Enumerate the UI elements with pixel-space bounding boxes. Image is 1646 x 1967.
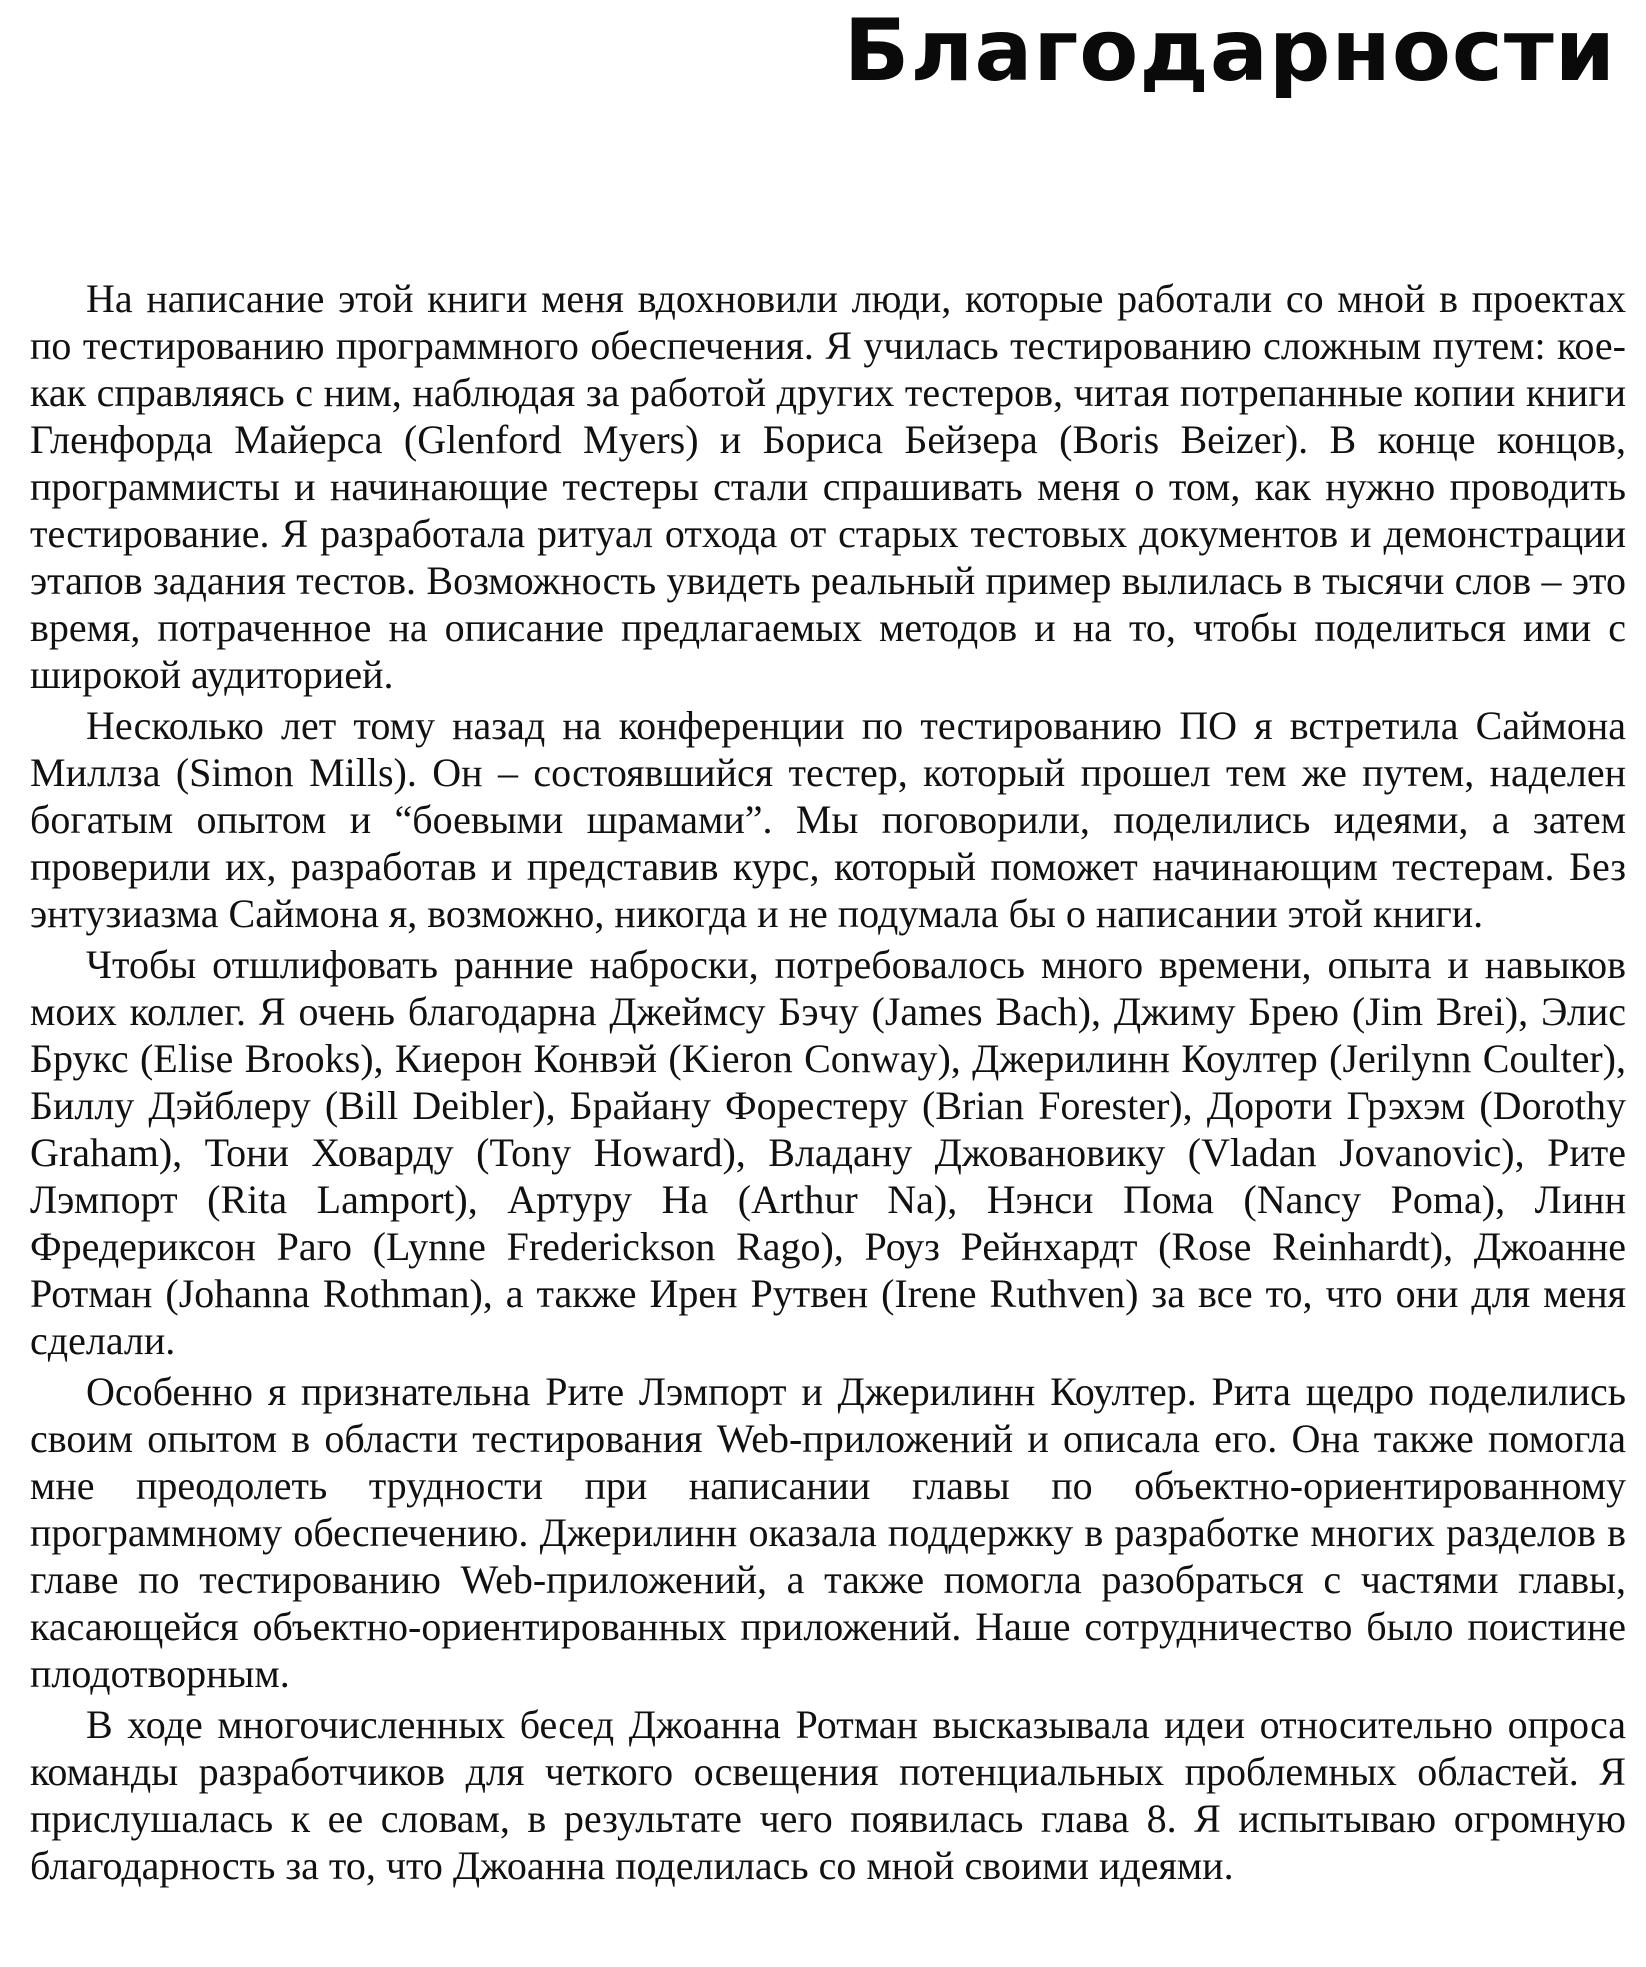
body-text	[30, 275, 1626, 1893]
paragraph: На написание этой книги меня вдохновили люди, которые работали со мной в проектах по тестированию программного обеспечения. Я училась тестированию сложным путем: кое-как справляясь с ним, наблюдая за работой других тестеров, читая потрепанные копии книги Гленфорда Майерса (Glenford Myers) и Бориса Бейзера (Boris Beizer). В конце концов, программисты и начинающие тестеры стали спрашивать меня о том, как нужно проводить тестирование. Я разработала ритуал отхода от старых тестовых документов и демонстрации этапов задания тестов. Возможность увидеть реальный пример вылилась в тысячи слов – это время, потраченное на описание предлагаемых методов и на то, чтобы поделиться ими с широкой аудиторией.	[30, 276, 1626, 697]
paragraph: В ходе многочисленных бесед Джоанна Ротман высказывала идеи относительно опроса команды разработчиков для четкого освещения потенциальных проблемных областей. Я прислушалась к ее словам, в результате чего появилась глава 8. Я испытываю огромную благодарность за то, что Джоанна поделилась со мной своими идеями.	[30, 1702, 1626, 1888]
paragraph: Чтобы отшлифовать ранние наброски, потребовалось много времени, опыта и навыков моих коллег. Я очень благодарна Джеймсу Бэчу (James Bach), Джиму Брею (Jim Brei), Элис Брукс (Elise Brooks), Киерон Конвэй (Kieron Conway), Джерилинн Коултер (Jerilynn Coulter), Биллу Дэйблеру (Bill Deibler), Брайану Форестеру (Brian Forester), Дороти Грэхэм (Dorothy Graham), Тони Ховарду (Tony Howard), Владану Джовановику (Vladan Jovanovic), Рите Лэмпорт (Rita Lamport), Артуру На (Arthur Na), Нэнси Пома (Nancy Poma), Линн Фредериксон Раго (Lynne Frederickson Rago), Роуз Рейнхардт (Rose Reinhardt), Джоанне Ротман (Johanna Rothman), а также Ирен Рутвен (Irene Ruthven) за все то, что они для меня сделали.	[30, 942, 1626, 1363]
paragraph: Особенно я признательна Рите Лэмпорт и Джерилинн Коултер. Рита щедро поделились своим опытом в области тестирования Web-приложений и описала его. Она также помогла мне преодолеть трудности при написании главы по объектно-ориентированному программному обеспечению. Джерилинн оказала поддержку в разработке многих разделов в главе по тестированию Web-приложений, а также помогла разобраться с частями главы, касающейся объектно-ориентированных приложений. Наше сотрудничество было поистине плодотворным.	[30, 1369, 1626, 1696]
paragraph: Несколько лет тому назад на конференции по тестированию ПО я встретила Саймона Миллза (Simon Mills). Он – состоявшийся тестер, который прошел тем же путем, наделен богатым опытом и “боевыми шрамами”. Мы поговорили, поделились идеями, а затем проверили их, разработав и представив курс, который поможет начинающим тестерам. Без энтузиазма Саймона я, возможно, никогда и не подумала бы о написании этой книги.	[30, 703, 1626, 936]
page-title: Благодарности	[843, 1, 1616, 101]
